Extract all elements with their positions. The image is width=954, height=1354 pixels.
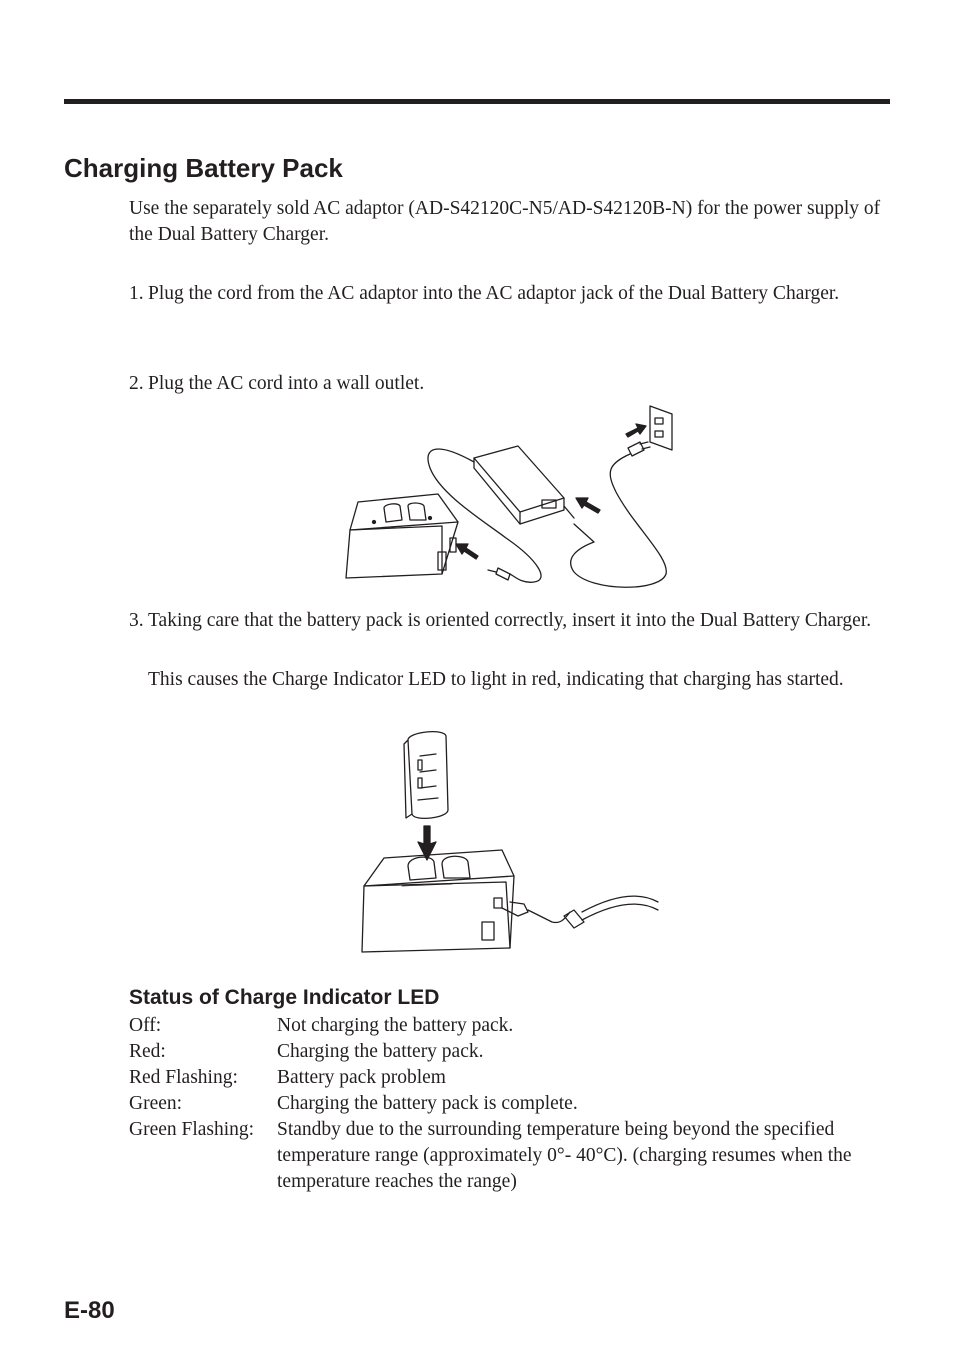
status-description: Standby due to the surrounding temperature being beyond the specified temperature range (approximately 0°- 40°C). (charging resumes when the temperature reaches the range)	[277, 1119, 852, 1192]
status-row-off	[129, 1013, 869, 1039]
status-description: Charging the battery pack is complete.	[277, 1093, 578, 1114]
status-row-red	[129, 1039, 869, 1065]
status-label: Green Flashing:	[129, 1119, 255, 1140]
status-row-green	[129, 1091, 869, 1117]
step-number: 2.	[129, 373, 144, 394]
status-description: Battery pack problem	[277, 1067, 446, 1088]
step-text: Plug the cord from the AC adaptor into the AC adaptor jack of the Dual Battery Charger.	[148, 283, 840, 304]
status-label: Off:	[129, 1015, 162, 1036]
step-number: 1.	[129, 283, 144, 304]
status-list	[129, 1013, 869, 1195]
battery-insertion-illustration	[352, 726, 664, 974]
charger-connection-illustration	[338, 402, 678, 598]
status-label: Red Flashing:	[129, 1067, 238, 1088]
step-text: Plug the AC cord into a wall outlet.	[148, 373, 425, 394]
step-text: Taking care that the battery pack is oriented correctly, insert it into the Dual Battery Charger.	[148, 610, 872, 631]
step-3	[129, 608, 889, 634]
intro-paragraph: Use the separately sold AC adaptor (AD-S42120C-N5/AD-S42120B-N) for the power supply of the Dual Battery Charger.	[129, 198, 881, 245]
header-rule	[64, 99, 890, 104]
status-row-red-flashing	[129, 1065, 869, 1091]
page-title: Charging Battery Pack	[64, 153, 343, 183]
status-row-green-flashing	[129, 1117, 869, 1195]
step-number: 3.	[129, 610, 144, 631]
step-2	[129, 371, 889, 397]
status-description: Charging the battery pack.	[277, 1041, 484, 1062]
page-number: E-80	[64, 1297, 115, 1324]
status-label: Red:	[129, 1041, 166, 1062]
status-label: Green:	[129, 1093, 183, 1114]
step-3-note: This causes the Charge Indicator LED to light in red, indicating that charging has started.	[148, 669, 844, 690]
status-heading: Status of Charge Indicator LED	[129, 986, 440, 1009]
step-1	[129, 281, 889, 307]
status-description: Not charging the battery pack.	[277, 1015, 514, 1036]
